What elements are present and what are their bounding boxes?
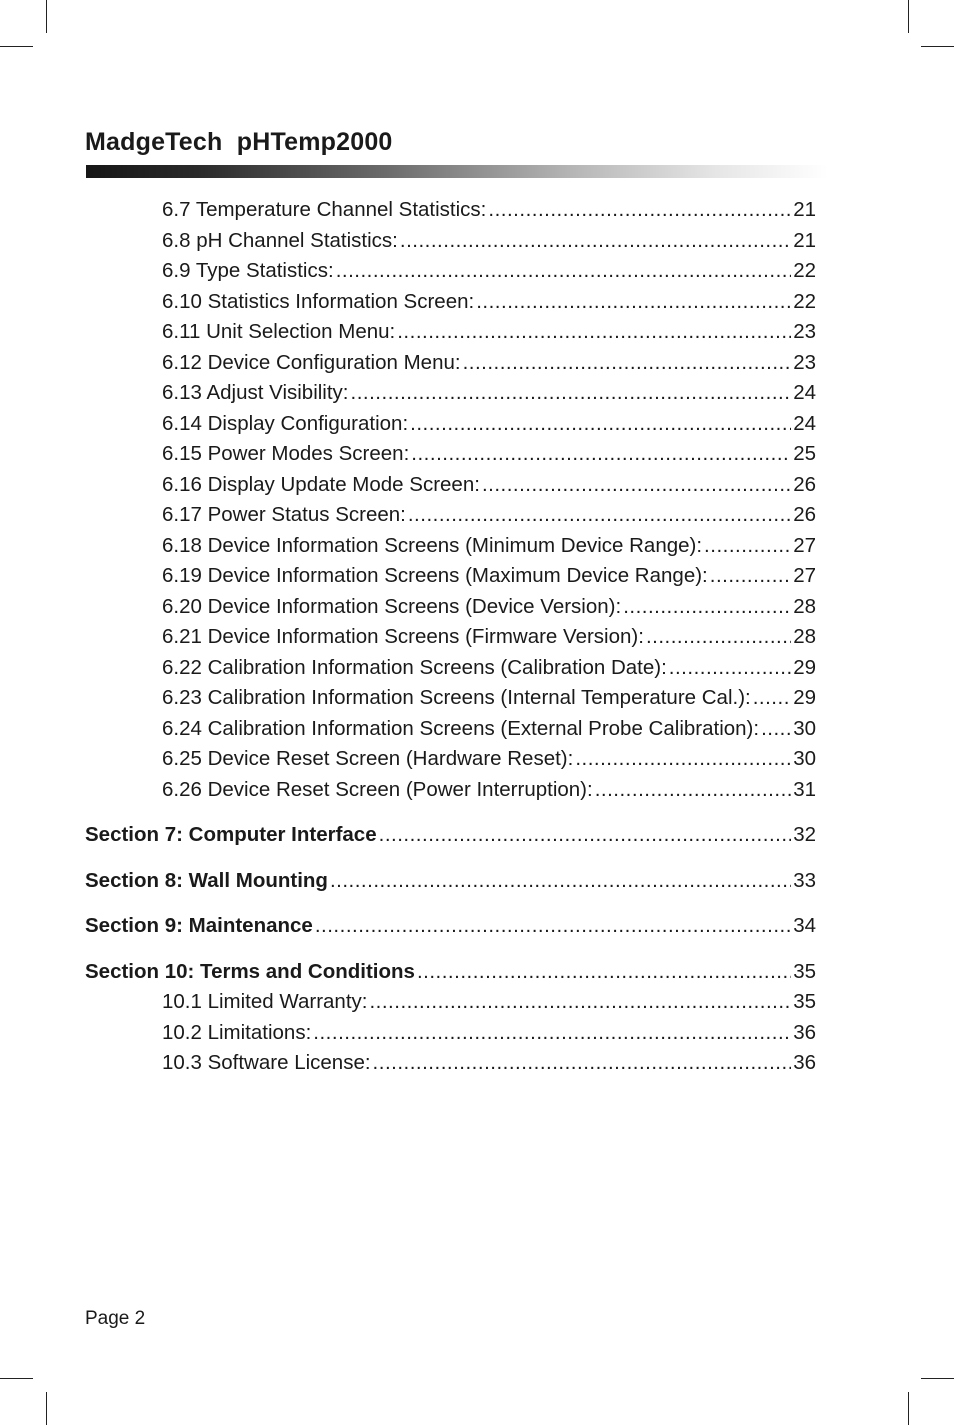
toc-entry[interactable]: 6.17 Power Status Screen: ..... 26: [162, 500, 816, 531]
toc-entry[interactable]: 6.16 Display Update Mode Screen: ..... 26: [162, 470, 816, 501]
crop-mark: [921, 1378, 954, 1379]
leader-dots: [408, 500, 791, 531]
page-number: 21: [793, 228, 816, 252]
leader-dots: [753, 683, 791, 714]
page-number: 24: [793, 411, 816, 435]
page-number: 30: [793, 747, 816, 770]
leader-dots: [336, 256, 792, 287]
toc-entry[interactable]: 6.19 Device Information Screens (Maximum Device Range): ..... 27: [162, 561, 816, 592]
leader-dots: [761, 714, 791, 745]
crop-mark: [46, 1392, 47, 1425]
leader-dots: [669, 653, 791, 684]
toc-section-entry[interactable]: Section 7: Computer Interface ..... 32: [85, 820, 816, 851]
page-number: 28: [793, 594, 816, 618]
leader-dots: [417, 957, 791, 988]
page-number: 29: [793, 655, 816, 679]
leader-dots: [397, 317, 791, 348]
page-number: 28: [793, 625, 816, 648]
leader-dots: [369, 987, 791, 1018]
leader-dots: [411, 439, 791, 470]
toc-section-entry[interactable]: Section 9: Maintenance ..... 34: [85, 911, 816, 942]
crop-mark: [0, 1378, 33, 1379]
crop-mark: [46, 0, 47, 33]
leader-dots: [351, 378, 792, 409]
page-number: 34: [793, 914, 816, 937]
crop-mark: [921, 46, 954, 47]
page-number: 27: [793, 533, 816, 557]
toc-entry[interactable]: 6.25 Device Reset Screen (Hardware Reset): ..... 30: [162, 744, 816, 775]
leader-dots: [704, 531, 791, 562]
page-number: 30: [793, 716, 816, 740]
leader-dots: [463, 348, 792, 379]
page-number: 35: [793, 990, 816, 1013]
header-gradient-bar: [86, 165, 828, 178]
leader-dots: [379, 820, 792, 851]
toc-entry[interactable]: 6.26 Device Reset Screen (Power Interruption): ..... 31: [162, 775, 816, 806]
toc-entry[interactable]: 10.1 Limited Warranty: ..... 35: [162, 987, 816, 1018]
page-number: 24: [793, 381, 816, 404]
page-number: 35: [793, 959, 816, 983]
page-number: 36: [793, 1051, 816, 1074]
toc-entry[interactable]: 6.13 Adjust Visibility: ..... 24: [162, 378, 816, 409]
leader-dots: [710, 561, 791, 592]
leader-dots: [313, 1018, 791, 1049]
page-number-footer: Page 2: [85, 1308, 146, 1329]
toc-entry[interactable]: 6.9 Type Statistics: ..... 22: [162, 256, 816, 287]
toc-entry[interactable]: 6.15 Power Modes Screen: ..... 25: [162, 439, 816, 470]
leader-dots: [482, 470, 791, 501]
leader-dots: [646, 622, 791, 653]
page-number: 27: [793, 564, 816, 587]
leader-dots: [476, 287, 791, 318]
leader-dots: [400, 226, 791, 257]
page-number: 33: [793, 868, 816, 892]
leader-dots: [315, 911, 791, 942]
toc-entry[interactable]: 6.21 Device Information Screens (Firmware Version): ..... 28: [162, 622, 816, 653]
toc-entry[interactable]: 6.7 Temperature Channel Statistics: ..... 21: [162, 195, 816, 226]
page-title: MadgeTech pHTemp2000: [85, 128, 393, 156]
toc-entry[interactable]: 6.11 Unit Selection Menu: ..... 23: [162, 317, 816, 348]
toc-entry[interactable]: 6.24 Calibration Information Screens (External Probe Calibration): ..... 30: [162, 714, 816, 745]
crop-mark: [0, 46, 33, 47]
crop-mark: [908, 0, 909, 33]
toc-entry[interactable]: 10.3 Software License: ..... 36: [162, 1048, 816, 1079]
leader-dots: [595, 775, 791, 806]
toc-entry[interactable]: 6.8 pH Channel Statistics: ..... 21: [162, 226, 816, 257]
toc-entry[interactable]: 6.10 Statistics Information Screen: ..... 22: [162, 287, 816, 318]
leader-dots: [488, 195, 791, 226]
toc-entry[interactable]: 6.12 Device Configuration Menu: ..... 23: [162, 348, 816, 379]
table-of-contents: [0, 195, 954, 1079]
toc-section-entry[interactable]: Section 10: Terms and Conditions ..... 35: [85, 957, 816, 988]
toc-entry[interactable]: 6.18 Device Information Screens (Minimum Device Range): ..... 27: [162, 531, 816, 562]
toc-entry[interactable]: 6.14 Display Configuration: ..... 24: [162, 409, 816, 440]
toc-entry[interactable]: 6.23 Calibration Information Screens (Internal Temperature Cal.): ..... 29: [162, 683, 816, 714]
leader-dots: [410, 409, 791, 440]
page-number: 31: [793, 777, 816, 801]
page-number: 21: [793, 198, 816, 221]
page-number: 29: [793, 686, 816, 709]
page-number: 25: [793, 442, 816, 465]
leader-dots: [330, 866, 791, 897]
leader-dots: [623, 592, 791, 623]
page-number: 36: [793, 1020, 816, 1044]
crop-mark: [908, 1392, 909, 1425]
page-number: 26: [793, 472, 816, 496]
page-number: 32: [793, 823, 816, 846]
leader-dots: [575, 744, 791, 775]
page-number: 23: [793, 320, 816, 343]
leader-dots: [373, 1048, 792, 1079]
page-number: 22: [793, 289, 816, 313]
toc-entry[interactable]: 10.2 Limitations: ..... 36: [162, 1018, 816, 1049]
page-number: 22: [793, 259, 816, 282]
page-number: 26: [793, 503, 816, 526]
toc-section-entry[interactable]: Section 8: Wall Mounting ..... 33: [85, 866, 816, 897]
toc-entry[interactable]: 6.22 Calibration Information Screens (Calibration Date): ..... 29: [162, 653, 816, 684]
page-number: 23: [793, 350, 816, 374]
toc-entry[interactable]: 6.20 Device Information Screens (Device Version): ..... 28: [162, 592, 816, 623]
